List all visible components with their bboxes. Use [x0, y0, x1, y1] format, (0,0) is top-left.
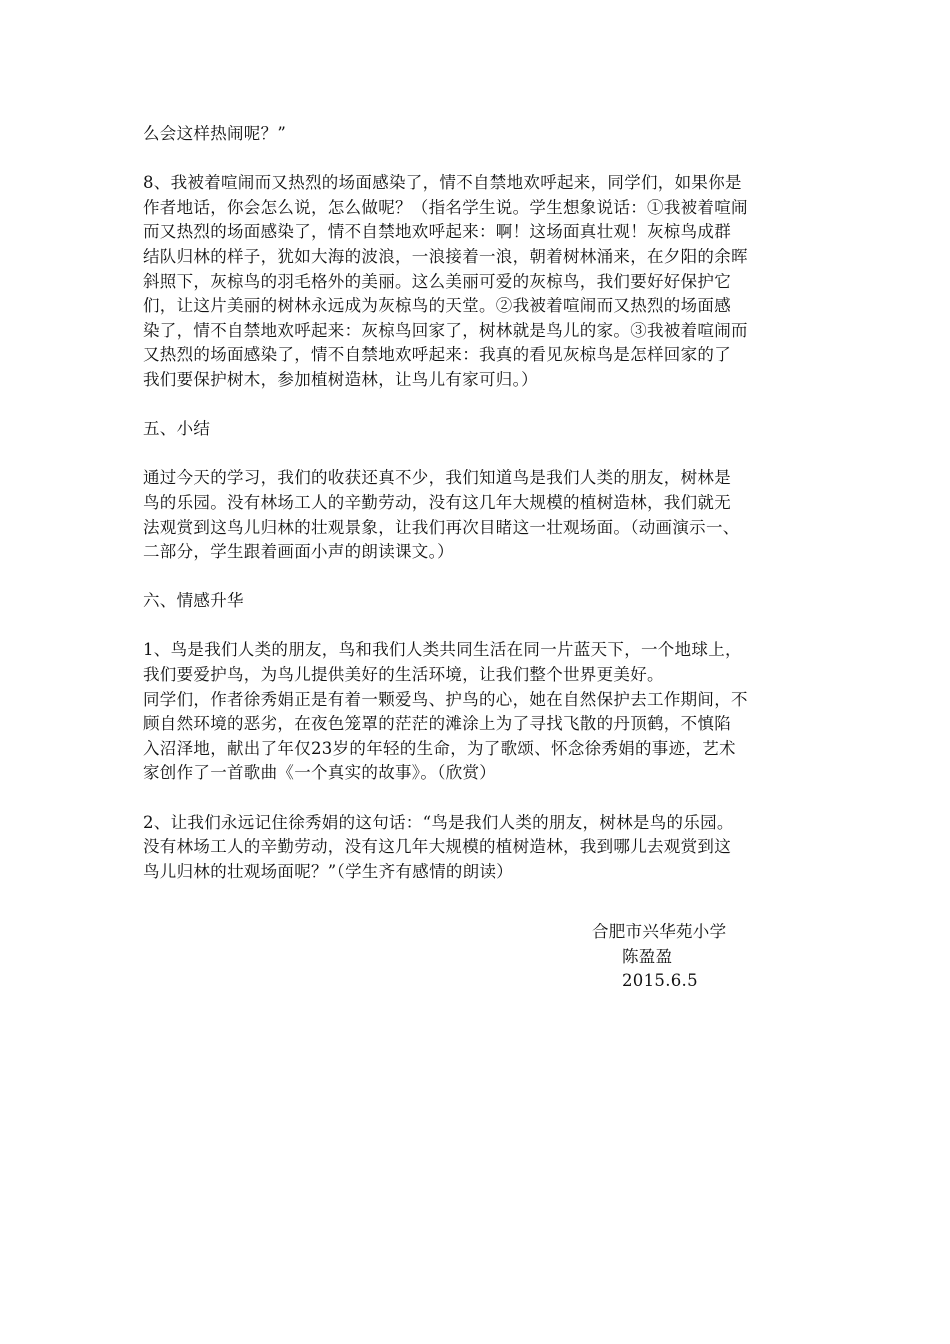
text-line: 染了，情不自禁地欢呼起来：灰椋鸟回家了，树林就是鸟儿的家。③我被着喧闹而 [143, 320, 748, 340]
section-heading-summary [143, 417, 815, 442]
text-line: 斜照下，灰椋鸟的羽毛格外的美丽。这么美丽可爱的灰椋鸟，我们要好好保护它 [143, 271, 731, 291]
text-line: 通过今天的学习，我们的收获还真不少，我们知道鸟是我们人类的朋友，树林是 [143, 468, 731, 488]
text-line: 而又热烈的场面感染了，情不自禁地欢呼起来：啊！这场面真壮观！灰椋鸟成群 [143, 222, 731, 242]
text-line: 顾自然环境的恶劣，在夜色笼罩的茫茫的滩涂上为了寻找飞散的丹顶鹤，不慎陷 [143, 714, 731, 734]
text-line: 鸟的乐园。没有林场工人的辛勤劳动，没有这几年大规模的植树造林，我们就无 [143, 492, 731, 512]
paragraph-item-8 [143, 171, 815, 392]
text-line: 同学们，作者徐秀娟正是有着一颗爱鸟、护鸟的心，她在自然保护去工作期间，不 [143, 689, 748, 709]
paragraph-item-2 [143, 811, 815, 885]
paragraph-summary [143, 466, 815, 564]
paragraph-opening [143, 122, 815, 147]
signature-date: 2015.6.5 [622, 971, 698, 991]
signature-block [592, 920, 726, 994]
signature-author: 陈盈盈 [622, 946, 673, 966]
text-line: 鸟儿归林的壮观场面呢？”（学生齐有感情的朗读） [143, 861, 514, 881]
heading-text: 六、情感升华 [143, 591, 244, 611]
text-line: 8、我被着喧闹而又热烈的场面感染了，情不自禁地欢呼起来，同学们，如果你是 [143, 173, 742, 193]
text-line: 们，让这片美丽的树林永远成为灰椋鸟的天堂。②我被着喧闹而又热烈的场面感 [143, 296, 731, 316]
text-line: 没有林场工人的辛勤劳动，没有这几年大规模的植树造林，我到哪儿去观赏到这 [143, 837, 731, 857]
text-line: 二部分，学生跟着画面小声的朗读课文。） [143, 542, 454, 562]
paragraph-item-1 [143, 638, 815, 786]
heading-text: 五、小结 [143, 419, 211, 439]
text-line: 结队归林的样子，犹如大海的波浪，一浪接着一浪，朝着树林涌来，在夕阳的余晖 [143, 246, 748, 266]
text-line: 入沼泽地，献出了年仅23岁的年轻的生命，为了歌颂、怀念徐秀娟的事迹，艺术 [143, 738, 736, 758]
section-heading-emotion [143, 589, 815, 614]
text-line: 我们要爱护鸟，为鸟儿提供美好的生活环境，让我们整个世界更美好。 [143, 665, 664, 685]
text-line: 2、让我们永远记住徐秀娟的这句话：“鸟是我们人类的朋友，树林是鸟的乐园。 [143, 812, 734, 832]
text-line: 1、鸟是我们人类的朋友，鸟和我们人类共同生活在同一片蓝天下，一个地球上， [143, 640, 742, 660]
document-body [143, 122, 815, 884]
text-line: 家创作了一首歌曲《一个真实的故事》。（欣赏） [143, 763, 497, 783]
text-line: 么会这样热闹呢？” [143, 124, 287, 143]
text-line: 我们要保护树木，参加植树造林，让鸟儿有家可归。） [143, 369, 538, 389]
text-line: 作者地话，你会怎么说，怎么做呢？（指名学生说。学生想象说话：①我被着喧闹 [143, 197, 748, 217]
signature-school: 合肥市兴华苑小学 [592, 922, 727, 941]
text-line: 又热烈的场面感染了，情不自禁地欢呼起来：我真的看见灰椋鸟是怎样回家的了 [143, 345, 731, 365]
text-line: 法观赏到这鸟儿归林的壮观景象，让我们再次目睹这一壮观场面。（动画演示一、 [143, 517, 740, 537]
